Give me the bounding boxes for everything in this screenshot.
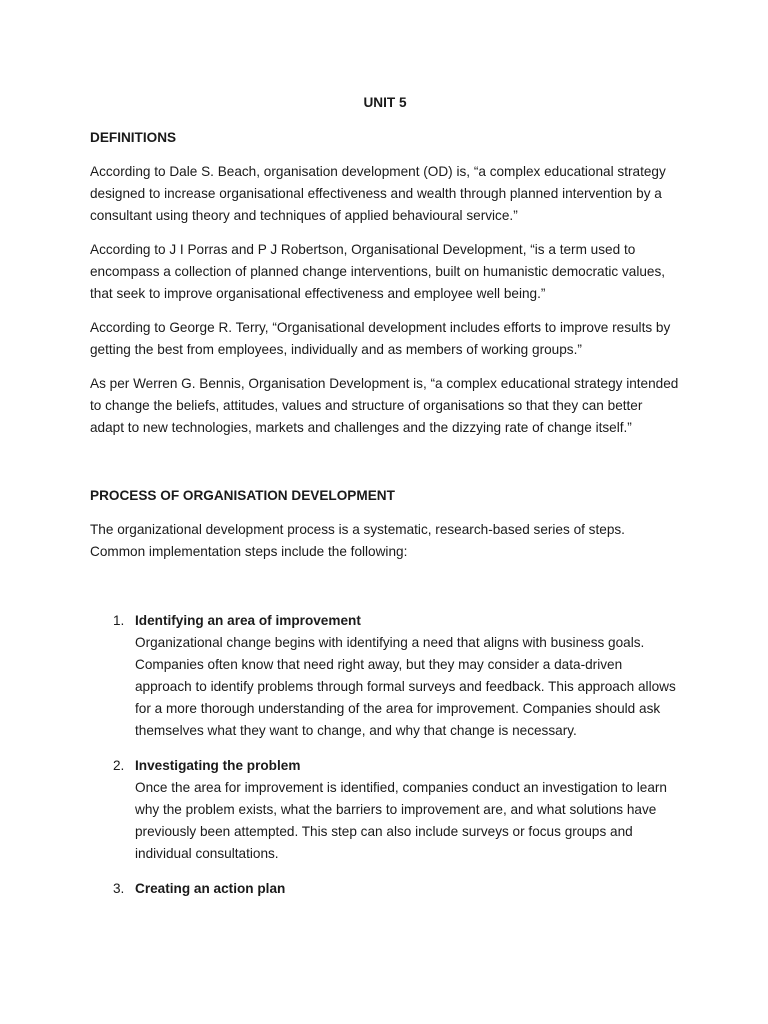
process-intro: The organizational development process is a systematic, research-based series of steps. Common implementation steps include the following: [90, 522, 625, 559]
definition-paragraph: As per Werren G. Bennis, Organisation Development is, “a complex educational strategy intended to change the beliefs, attitudes, values and structure of organisations so that they can better adapt to new technologies, markets and challenges and the dizzying rate of change itself.” [90, 376, 679, 435]
step-body: Once the area for improvement is identified, companies conduct an investigation to learn why the problem exists, what the barriers to improvement are, and what solutions have previously been attempted. This step can also include surveys or focus groups and individual consultations. [135, 780, 667, 861]
step-number: 3. [113, 881, 125, 896]
process-steps-list [90, 610, 680, 900]
step-title: Creating an action plan [135, 881, 286, 896]
step-body: Organizational change begins with identifying a need that aligns with business goals. Companies often know that need right away, but they may consider a data-driven approach to identify problems through formal surveys and feedback. This approach allows for a more thorough understanding of the area for improvement. Companies should ask themselves what they want to change, and why that change is necessary. [135, 635, 676, 738]
unit-title: UNIT 5 [363, 95, 407, 110]
step-title: Identifying an area of improvement [135, 613, 361, 628]
list-item [90, 878, 680, 900]
definition-paragraph: According to J I Porras and P J Robertson, Organisational Development, “is a term used to encompass a collection of planned change interventions, built on humanistic democratic values, that seek to improve organisational effectiveness and employee well being.” [90, 242, 666, 301]
definition-paragraph: According to George R. Terry, “Organisational development includes efforts to improve results by getting the best from employees, individually and as members of working groups.” [90, 320, 671, 357]
document-page [90, 92, 680, 913]
step-title: Investigating the problem [135, 758, 301, 773]
step-number: 1. [113, 613, 125, 628]
definition-paragraph: According to Dale S. Beach, organisation development (OD) is, “a complex educational strategy designed to increase organisational effectiveness and wealth through planned intervention by a consultant using theory and techniques of applied behavioural service.” [90, 164, 666, 223]
list-item [90, 755, 680, 865]
step-number: 2. [113, 758, 125, 773]
list-item [90, 610, 680, 742]
process-heading: PROCESS OF ORGANISATION DEVELOPMENT [90, 488, 395, 503]
definitions-heading: DEFINITIONS [90, 130, 177, 145]
